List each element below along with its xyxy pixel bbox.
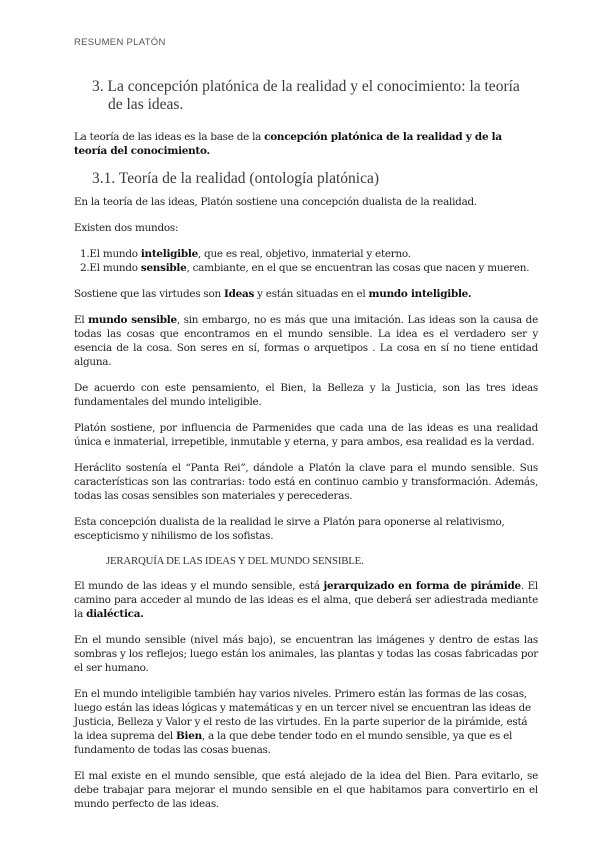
list-number: 1.	[80, 248, 90, 260]
virtudes-paragraph	[74, 287, 538, 301]
mal-paragraph: El mal existe en el mundo sensible, que está alejado de la idea del Bien. Para evitarlo, se debe trabajar para mejorar el mundo sensible en el que habitamos para convertirlo en el mundo perfecto de las ideas.	[74, 770, 538, 810]
text: , sin embargo, no es más que una imitación. Las ideas son la causa de todas las cosas que encontramos en el mundo sensible. La idea es el verdadero ser y esencia de la cosa. Son seres en sí, formas o arquetipos . La cosa en sí no tiene entidad alguna.	[74, 314, 538, 368]
relativismo-paragraph: Esta concepción dualista de la realidad le sirve a Platón para oponerse al relativismo, escepticismo y nihilismo de los sofistas.	[74, 516, 505, 542]
intro-paragraph	[74, 130, 538, 158]
text: En el mundo inteligible también hay varios niveles. Primero están las formas de las cosas, luego están las ideas lógicas y matemáticas y en un tercer nivel se encuentran las ideas de Justicia, Belleza y Valor y el resto de las virtudes. En la parte superior de la pirámide, está la idea suprema del	[74, 688, 531, 742]
text: y están situadas en el	[254, 288, 369, 300]
document-body	[74, 78, 538, 823]
existen-paragraph: Existen dos mundos:	[74, 222, 179, 234]
list-emphasis: inteligible	[140, 248, 198, 260]
emphasis: mundo inteligible	[368, 288, 469, 300]
text: El	[74, 314, 89, 326]
mundos-list	[74, 247, 538, 275]
emphasis: Ideas	[224, 288, 255, 300]
text: . El camino para acceder al mundo de las ideas es el alma, que deberá ser adiestrada mediante la	[74, 580, 539, 620]
text: Sostiene que las virtudes son	[74, 288, 224, 300]
intro-end: .	[206, 145, 210, 157]
list-item	[80, 247, 538, 261]
intro-emphasis: concepción platónica de la realidad y de la teoría del conocimiento	[74, 131, 502, 157]
subsection-heading: 3.1. Teoría de la realidad (ontología platónica)	[92, 170, 379, 187]
emphasis: Bien	[176, 730, 202, 742]
page-header: RESUMEN PLATÓN	[74, 37, 166, 48]
list-text: , cambiante, en el que se encuentran las cosas que nacen y mueren.	[186, 262, 530, 274]
section-heading: 3. La concepción platónica de la realidad y el conocimiento: la teoría de las ideas.	[92, 78, 520, 113]
bajo-paragraph: En el mundo sensible (nivel más bajo), se encuentran las imágenes y dentro de estas las sombras y los reflejos; luego están los animales, las plantas y todas las cosas fabricadas por el ser humano.	[74, 634, 538, 674]
niveles-paragraph	[74, 687, 538, 757]
emphasis: jerarquizado en forma de pirámide	[323, 580, 521, 592]
emphasis: dialéctica	[86, 608, 141, 620]
list-text: El mundo	[89, 262, 141, 274]
list-item	[80, 261, 538, 275]
text: .	[468, 288, 472, 300]
list-text: El mundo	[89, 248, 141, 260]
text: .	[140, 608, 144, 620]
list-emphasis: sensible	[140, 262, 187, 274]
parmenides-paragraph: Platón sostiene, por influencia de Parmenides que cada una de las ideas es una realidad única e inmaterial, irrepetible, inmutable y eterna, y para ambos, esa realidad es la verdad.	[74, 422, 538, 448]
jerarquia-subtitle: JERARQUÍA DE LAS IDEAS Y DEL MUNDO SENSIBLE.	[106, 555, 364, 567]
heraclito-paragraph: Heráclito sostenía el “Panta Rei”, dándole a Platón la clave para el mundo sensible. Sus características son las contrarias: todo está en continuo cambio y transformación. Además, todas las cosas sensibles son materiales y perecederas.	[74, 462, 538, 502]
list-number: 2.	[80, 262, 90, 274]
dualista-paragraph: En la teoría de las ideas, Platón sostiene una concepción dualista de la realidad.	[74, 196, 477, 208]
sensible-paragraph	[74, 313, 538, 369]
emphasis: mundo sensible	[88, 314, 177, 326]
text: , a la que debe tender todo en el mundo sensible, ya que es el fundamento de todas las cosas buenas.	[74, 730, 513, 756]
text: El mundo de las ideas y el mundo sensible, está	[74, 580, 324, 592]
bien-paragraph: De acuerdo con este pensamiento, el Bien, la Belleza y la Justicia, son las tres ideas fundamentales del mundo inteligible.	[74, 382, 538, 408]
intro-text: La teoría de las ideas es la base de la	[74, 131, 265, 143]
jerarquia-paragraph	[74, 579, 538, 621]
list-text: , que es real, objetivo, inmaterial y eterno.	[197, 248, 411, 260]
